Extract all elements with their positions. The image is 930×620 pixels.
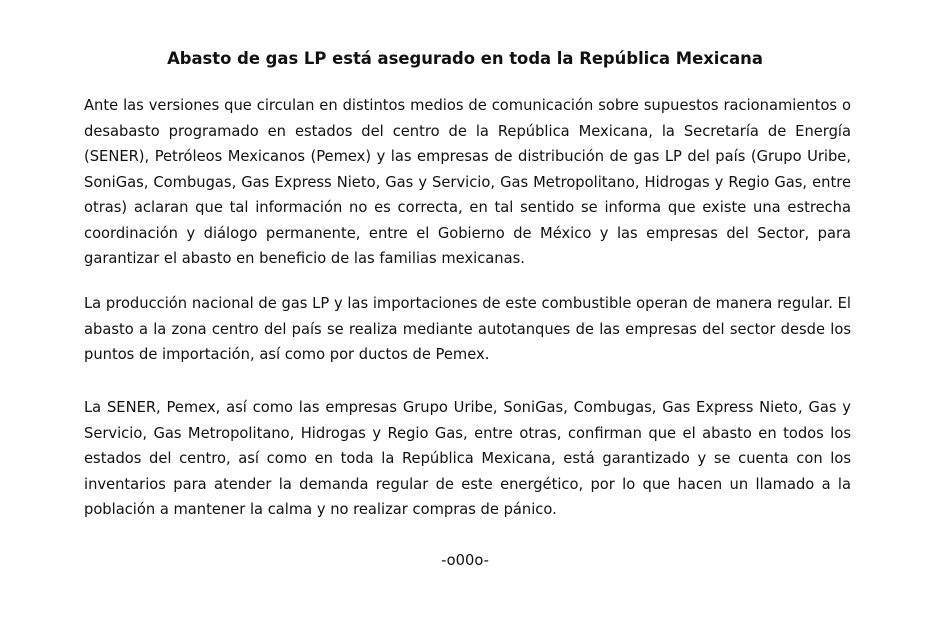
paragraph-1: Ante las versiones que circulan en distintos medios de comunicación sobre supuestos racionamientos o desabasto programado en estados del centro de la República Mexicana, la Secretaría de Energía (SENER), Petróleos Mexicanos (Pemex) y las empresas de distribución de gas LP del país (Grupo Uribe, SoniGas, Combugas, Gas Express Nieto, Gas y Servicio, Gas Metropolitano, Hidrogas y Regio Gas, entre otras) aclaran que tal información no es correcta, en tal sentido se informa que existe una estrecha coordinación y diálogo permanente, entre el Gobierno de México y las empresas del Sector, para garantizar el abasto en beneficio de las familias mexicanas.: [84, 97, 851, 267]
closing-mark: -o00o-: [441, 552, 489, 569]
document-title: Abasto de gas LP está asegurado en toda la República Mexicana: [167, 49, 763, 68]
paragraph-2: La producción nacional de gas LP y las importaciones de este combustible operan de manera regular. El abasto a la zona centro del país se realiza mediante autotanques de las empresas del sector desde los puntos de importación, así como por ductos de Pemex.: [84, 295, 851, 363]
paragraph-3: La SENER, Pemex, así como las empresas Grupo Uribe, SoniGas, Combugas, Gas Express Nieto, Gas y Servicio, Gas Metropolitano, Hidrogas y Regio Gas, entre otras, confirman que el abasto en todos los estados del centro, así como en toda la República Mexicana, está garantizado y se cuenta con los inventarios para atender la demanda regular de este energético, por lo que hacen un llamado a la población a mantener la calma y no realizar compras de pánico.: [84, 399, 851, 518]
